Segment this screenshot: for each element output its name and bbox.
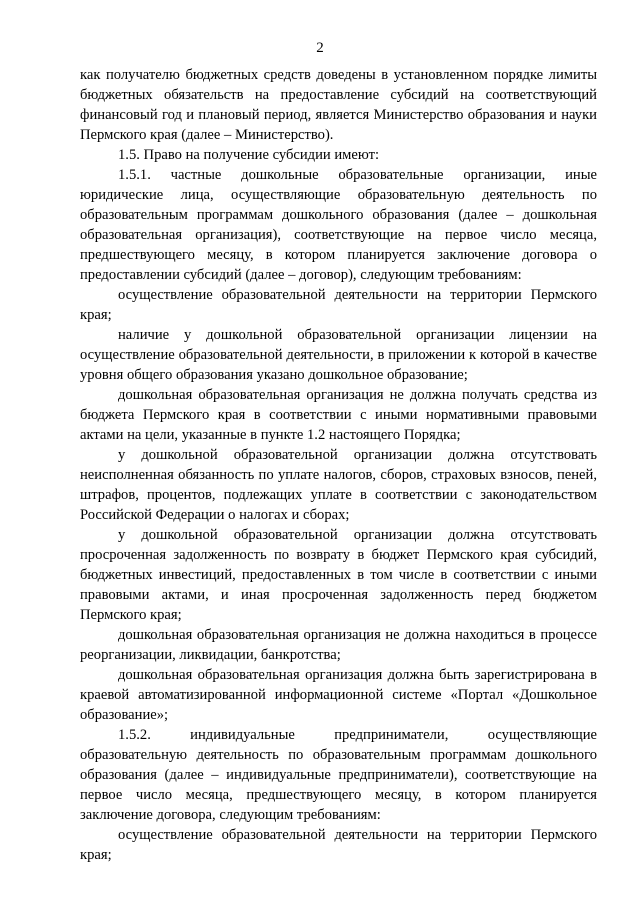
requirement-territory: осуществление образовательной деятельности на территории Пермского края; [80,287,597,323]
paragraph-continuation: как получателю бюджетных средств доведены в установленном порядке лимиты бюджетных обязательств на предоставление субсидий на соответствующий финансовый год и плановый период, является Министерство образования и науки Пермского края (далее – Министерство). [80,67,597,143]
paragraph-1-5-2: 1.5.2. индивидуальные предприниматели, осуществляющие образовательную деятельность по образовательным программам дошкольного образования (далее – индивидуальные предприниматели), соответствующие на первое число месяца, предшествующего месяцу, в котором планируется заключение договора, следующим требованиям: [80,727,597,823]
paragraph-1-5-1: 1.5.1. частные дошкольные образовательные организации, иные юридические лица, осуществляющие образовательную деятельность по образовательным программам дошкольного образования (далее – дошкольная образовательная организация), соответствующие на первое число месяца, предшествующего месяцу, в котором планируется заключение договора о предоставлении субсидий (далее – договор), следующим требованиям: [80,167,597,283]
requirement-no-tax-debt: у дошкольной образовательной организации должна отсутствовать неисполненная обязанность по уплате налогов, сборов, страховых взносов, пеней, штрафов, процентов, подлежащих уплате в соответствии с законодательством Российской Федерации о налогах и сборах; [80,447,597,523]
requirement-registration: дошкольная образовательная организация должна быть зарегистрирована в краевой автоматизированной информационной системе «Портал «Дошкольное образование»; [80,667,597,723]
page-number: 2 [316,40,324,56]
requirement-no-other-funds: дошкольная образовательная организация не должна получать средства из бюджета Пермского края в соответствии с иными нормативными правовыми актами на цели, указанные в пункте 1.2 настоящего Порядка; [80,387,597,443]
paragraph-1-5: 1.5. Право на получение субсидии имеют: [118,147,380,163]
requirement-license: наличие у дошкольной образовательной организации лицензии на осуществление образовательной деятельности, в приложении к которой в качестве уровня общего образования указано дошкольное образование; [80,327,597,383]
requirement-territory-ip: осуществление образовательной деятельности на территории Пермского края; [80,827,597,863]
document-body [80,65,597,865]
requirement-no-reorganization: дошкольная образовательная организация не должна находиться в процессе реорганизации, ликвидации, банкротства; [80,627,597,663]
requirement-no-overdue-debt: у дошкольной образовательной организации должна отсутствовать просроченная задолженность по возврату в бюджет Пермского края субсидий, бюджетных инвестиций, предоставленных в том числе в соответствии с иными правовыми актами, и иная просроченная задолженность перед бюджетом Пермского края; [80,527,597,623]
